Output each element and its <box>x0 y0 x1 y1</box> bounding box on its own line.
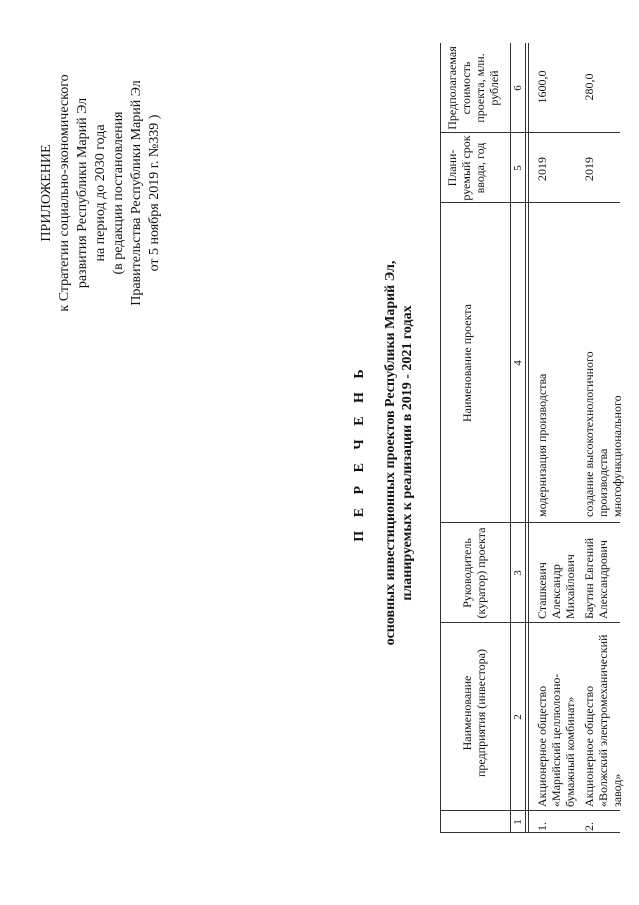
subtitle-line-2: планируемых к реализации в 2019 - 2021 годах <box>399 304 415 601</box>
column-number: 5 <box>511 164 524 171</box>
row-manager: Сташкевич Александр Михайлович <box>534 553 577 619</box>
row-manager: Баутин Евгений Александрович <box>581 537 610 619</box>
appendix-line: развития Республики Марий Эл <box>74 97 90 288</box>
appendix-line: от 5 ноября 2019 г. №339 ) <box>146 114 162 271</box>
table-col-border <box>440 522 620 523</box>
row-project: создание высокотехнологичного производства многофункционального <box>581 350 624 517</box>
appendix-line: на период до 2030 года <box>92 123 108 262</box>
table-col-border <box>440 810 620 811</box>
row-year: 2019 <box>581 156 596 181</box>
appendix-line: ПРИЛОЖЕНИЕ <box>38 143 54 242</box>
row-project: модернизация производства <box>534 373 549 517</box>
header-project: Наименование проекта <box>459 303 474 422</box>
row-company: Акционерное общество «Марийский целлюлозно-бумажный комбинат» <box>534 673 577 807</box>
table-numbers-bottom-border-2 <box>528 43 529 833</box>
projects-table <box>20 43 624 863</box>
row-number: 1. <box>534 821 549 831</box>
header-year: Плани- руемый срок ввода, год <box>444 134 487 201</box>
row-company: Акционерное общество «Волжский электромеханический завод» <box>581 634 624 807</box>
column-number: 2 <box>511 713 524 720</box>
header-cost: Предполагаемая стоимость проекта, млн. рублей <box>444 45 501 130</box>
appendix-line: (в редакции постановления <box>110 110 126 275</box>
header-manager: Руководитель (куратор) проекта <box>459 526 488 619</box>
row-year: 2019 <box>534 156 549 181</box>
table-col-border <box>440 622 620 623</box>
row-number: 2. <box>581 821 596 831</box>
table-top-border <box>440 43 441 833</box>
table-col-border <box>440 202 620 203</box>
subtitle-line-1: основных инвестиционных проектов Республики Марий Эл, <box>382 260 398 645</box>
rotated-document-page <box>20 43 624 863</box>
document-title: П Е Р Е Ч Е Н Ь <box>351 363 367 542</box>
column-number: 1 <box>511 818 524 825</box>
column-number: 3 <box>511 569 524 576</box>
header-company: Наименование предприятия (инвестора) <box>459 648 488 777</box>
appendix-line: Правительства Республики Марий Эл <box>128 79 144 306</box>
column-number: 6 <box>511 84 524 91</box>
column-number: 4 <box>511 359 524 366</box>
row-cost: 1600,0 <box>534 70 549 103</box>
table-col-border <box>440 132 620 133</box>
row-cost: 280,0 <box>581 73 596 100</box>
appendix-line: к Стратегии социально-экономического <box>56 73 72 312</box>
table-col-border <box>440 832 620 833</box>
